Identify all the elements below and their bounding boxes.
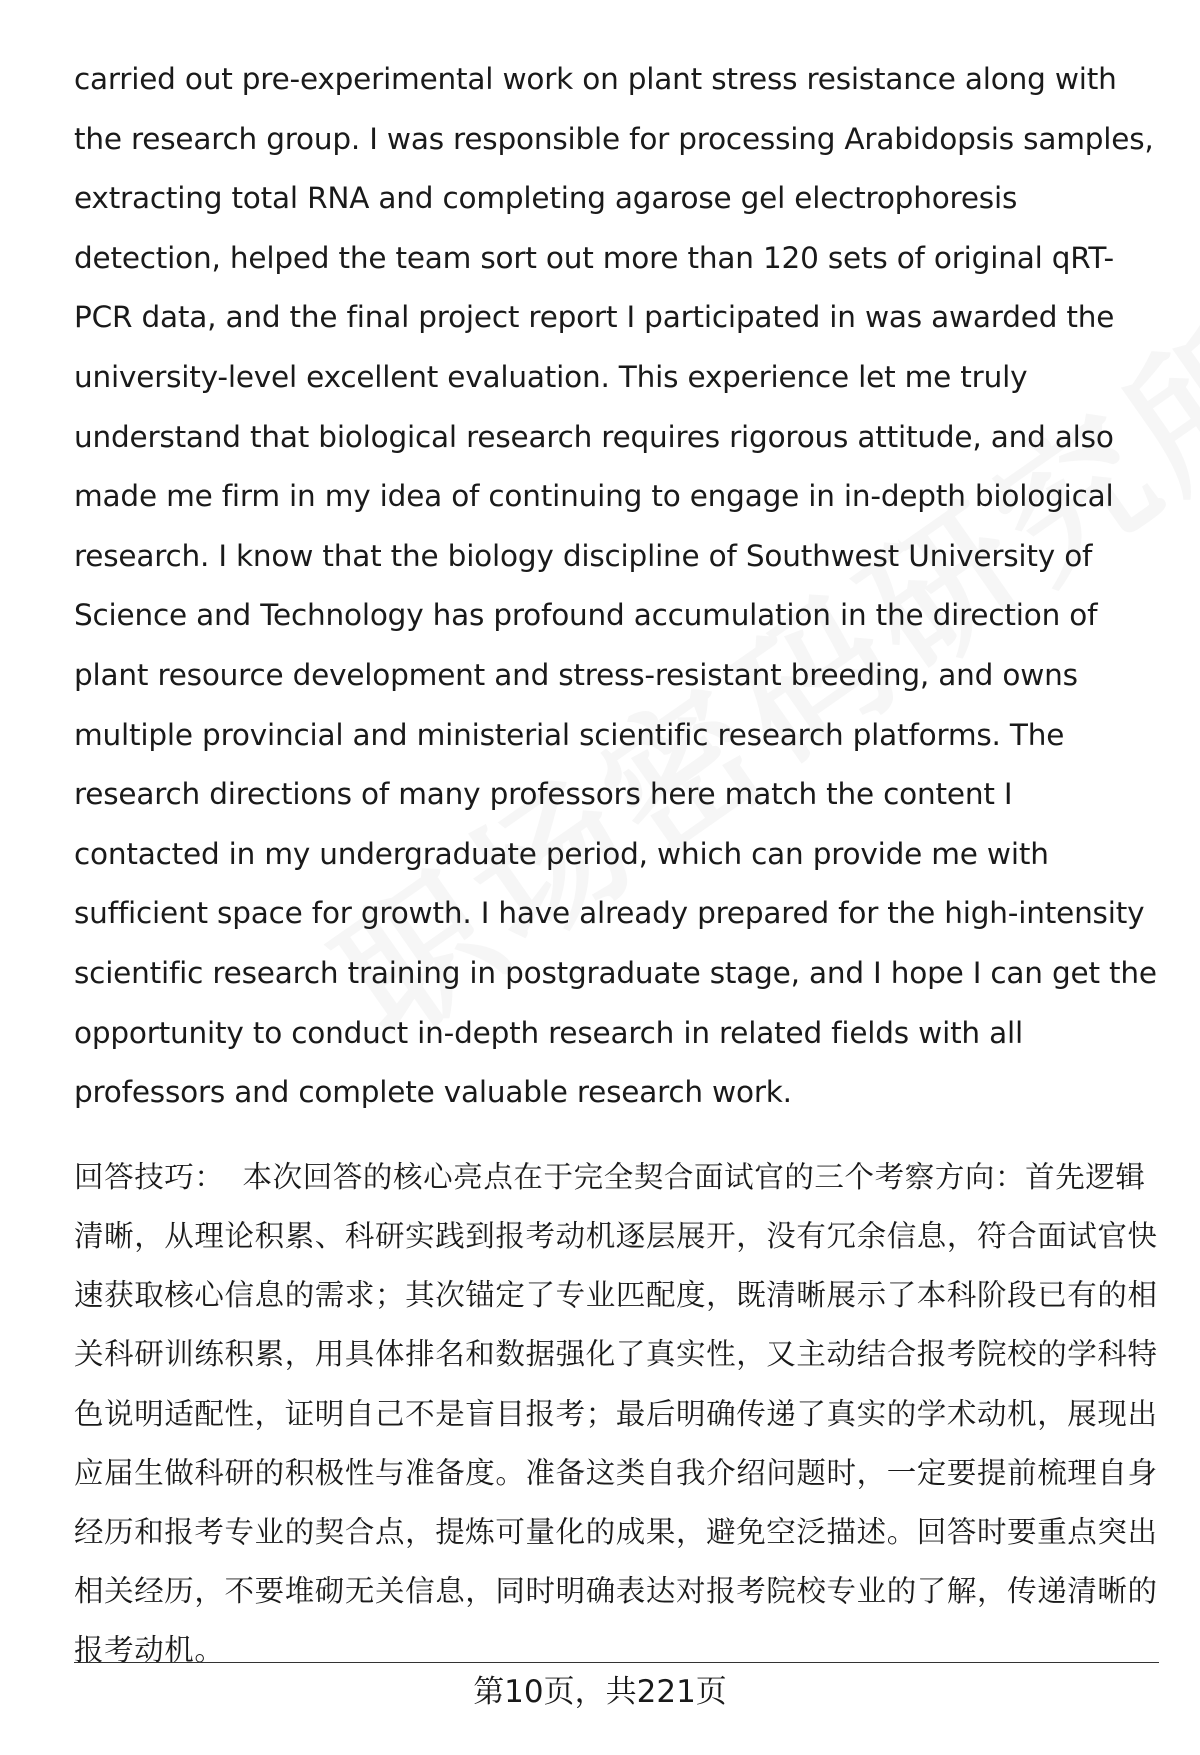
answer-paragraph: carried out pre-experimental work on plant stress resistance along with the research group. I was responsible for processing Arabidopsis samples, extracting total RNA and completing agarose gel electrophoresis detection, helped the team sort out more than 120 sets of original qRT-PCR data, and the final project report I participated in was awarded the university-level excellent evaluation. This experience let me truly understand that biological research requires rigorous attitude, and also made me firm in my idea of continuing to engage in in-depth biological research. I know that the biology discipline of Southwest University of Science and Technology has profound accumulation in the direction of plant resource development and stress-resistant breeding, and owns multiple provincial and ministerial scientific research platforms. The research directions of many professors here match the content I contacted in my undergraduate period, which can provide me with sufficient space for growth. I have already prepared for the high-intensity scientific research training in postgraduate stage, and I hope I can get the opportunity to conduct in-depth research in related fields with all professors and complete valuable research work. xyxy=(74,62,1157,1110)
document-body xyxy=(74,50,1159,1681)
tips-body: 本次回答的核心亮点在于完全契合面试官的三个考察方向：首先逻辑清晰，从理论积累、科研实践到报考动机逐层展开，没有冗余信息，符合面试官快速获取核心信息的需求；其次锚定了专业匹配度，既清晰展示了本科阶段已有的相关科研训练积累，用具体排名和数据强化了真实性，又主动结合报考院校的学科特色说明适配性，证明自己不是盲目报考；最后明确传递了真实的学术动机，展现出应届生做科研的积极性与准备度。准备这类自我介绍问题时，一定要提前梳理自身经历和报考专业的契合点，提炼可量化的成果，避免空泛描述。回答时要重点突出相关经历，不要堆砌无关信息，同时明确表达对报考院校专业的了解，传递清晰的报考动机。 xyxy=(74,1159,1158,1668)
tips-paragraph xyxy=(74,1148,1159,1681)
footer-divider xyxy=(74,1662,1159,1663)
tips-label: 回答技巧： xyxy=(74,1159,225,1194)
page-number: 第10页，共221页 xyxy=(473,1674,727,1710)
